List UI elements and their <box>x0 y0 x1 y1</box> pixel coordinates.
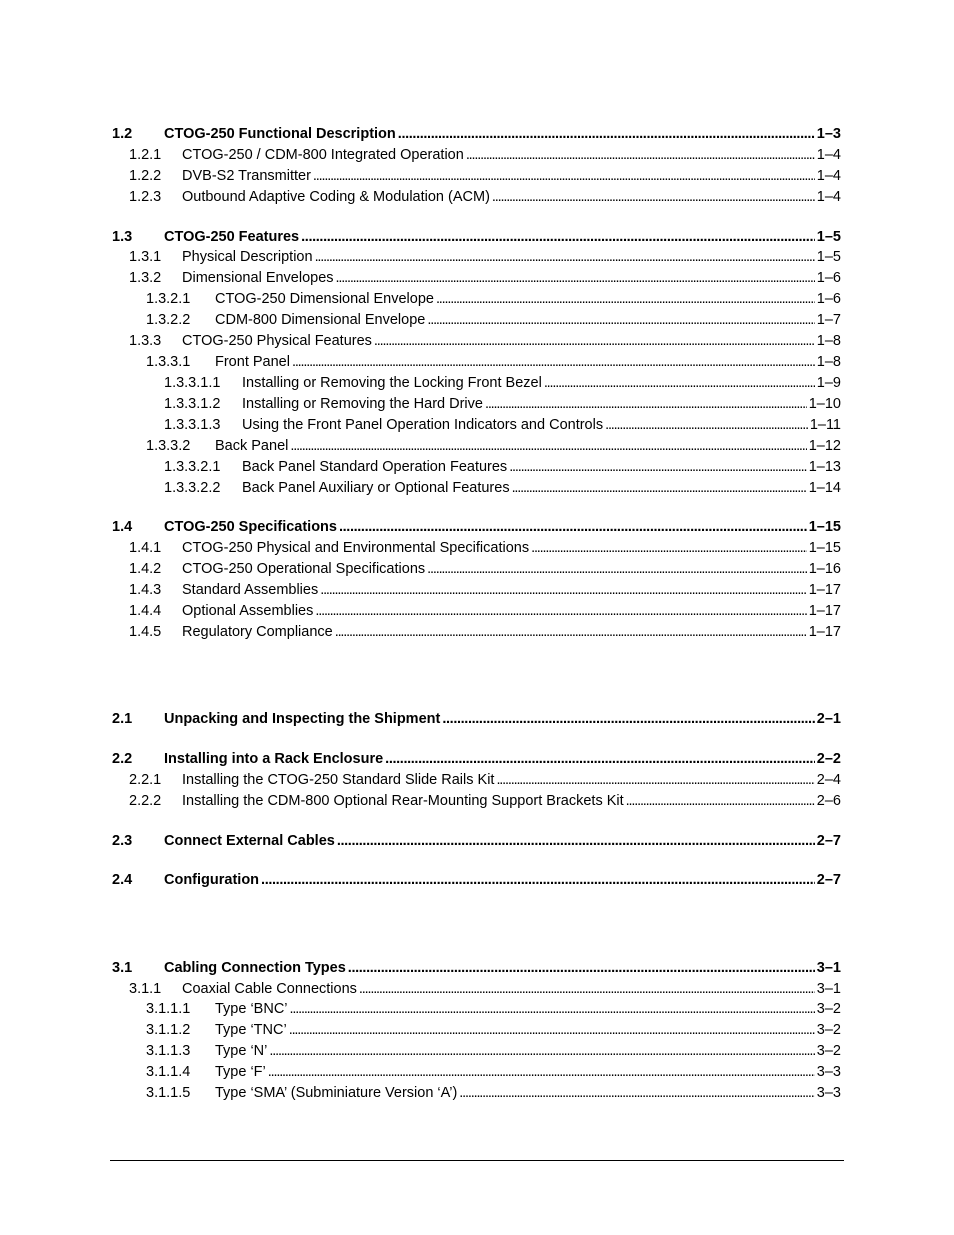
toc-entry-title: CTOG-250 Specifications <box>164 519 337 535</box>
toc-entry[interactable] <box>0 517 954 537</box>
toc-entry[interactable] <box>0 394 954 414</box>
toc-entry-number: 1.4.1 <box>129 540 162 556</box>
toc-entry[interactable] <box>0 145 954 165</box>
toc-entry-title: Configuration <box>164 872 260 888</box>
toc-entry-title: Back Panel <box>215 438 289 454</box>
toc-entry-number: 1.3.2.2 <box>146 312 191 328</box>
toc-entry-title: Type ‘SMA’ (Subminiature Version ‘A’) <box>215 1085 458 1101</box>
toc-entry-title: CTOG-250 Operational Specifications <box>182 561 426 577</box>
toc-entry-line <box>182 538 841 558</box>
toc-entry-number: 3.1 <box>112 960 133 976</box>
toc-entry-title: Installing or Removing the Hard Drive <box>242 396 483 412</box>
toc-entry-number: 3.1.1.3 <box>146 1043 191 1059</box>
toc-entry-line <box>182 770 841 790</box>
toc-entry[interactable] <box>0 958 954 978</box>
dot-leader <box>544 373 815 393</box>
dot-leader <box>315 601 806 621</box>
toc-entry-title: Standard Assemblies <box>182 582 319 598</box>
toc-entry-page: 2–2 <box>816 751 841 767</box>
toc-entry-line <box>182 268 841 288</box>
toc-entry-line <box>182 580 841 600</box>
dot-leader <box>385 749 815 769</box>
toc-entry-line <box>215 1020 841 1040</box>
toc-entry-number: 1.3.3.1 <box>146 354 191 370</box>
toc-entry-page: 2–4 <box>816 772 841 788</box>
toc-entry-title: CTOG-250 / CDM-800 Integrated Operation <box>182 147 464 163</box>
toc-entry-number: 2.2.2 <box>129 793 162 809</box>
dot-leader <box>290 436 806 456</box>
toc-entry-page: 1–9 <box>816 375 841 391</box>
toc-entry[interactable] <box>0 559 954 579</box>
toc-entry-title: Using the Front Panel Operation Indicators and Controls <box>242 417 604 433</box>
toc-entry-page: 1–11 <box>809 417 841 433</box>
toc-entry-number: 2.3 <box>112 833 133 849</box>
toc-entry[interactable] <box>0 979 954 999</box>
toc-entry-line <box>242 457 841 477</box>
toc-entry-title: Front Panel <box>215 354 290 370</box>
toc-entry-title: CTOG-250 Physical Features <box>182 333 372 349</box>
toc-entry-number: 1.3.2 <box>129 270 162 286</box>
toc-entry[interactable] <box>0 580 954 600</box>
toc-entry-number: 3.1.1.5 <box>146 1085 191 1101</box>
toc-entry-title: CTOG-250 Functional Description <box>164 126 396 142</box>
dot-leader <box>427 559 807 579</box>
dot-leader <box>374 331 815 351</box>
toc-entry-page: 3–2 <box>816 1022 841 1038</box>
toc-entry-title: CDM-800 Dimensional Envelope <box>215 312 426 328</box>
toc-entry-page: 1–12 <box>808 438 841 454</box>
toc-entry-page: 1–6 <box>816 291 841 307</box>
toc-entry-page: 1–5 <box>816 249 841 265</box>
dot-leader <box>626 791 815 811</box>
toc-entry-title: Back Panel Auxiliary or Optional Features <box>242 480 510 496</box>
toc-entry-line <box>164 749 841 769</box>
toc-entry-line <box>164 831 841 851</box>
toc-entry-number: 1.3.3.1.3 <box>164 417 221 433</box>
toc-entry[interactable] <box>0 999 954 1019</box>
toc-entry-page: 2–6 <box>816 793 841 809</box>
toc-entry-line <box>242 394 841 414</box>
toc-entry-line <box>164 227 841 247</box>
toc-entry-page: 1–10 <box>808 396 841 412</box>
toc-entry-title: Type ‘F’ <box>215 1064 266 1080</box>
toc-entry-number: 3.1.1.2 <box>146 1022 191 1038</box>
toc-entry-title: Unpacking and Inspecting the Shipment <box>164 711 441 727</box>
toc-entry[interactable] <box>0 622 954 642</box>
toc-entry-title: Connect External Cables <box>164 833 335 849</box>
toc-entry-number: 1.2.2 <box>129 168 162 184</box>
toc-entry-page: 3–2 <box>816 1043 841 1059</box>
toc-entry-number: 1.3.3.1.2 <box>164 396 221 412</box>
dot-leader <box>336 268 815 288</box>
toc-entry-title: DVB-S2 Transmitter <box>182 168 311 184</box>
dot-leader <box>269 1041 814 1061</box>
dot-leader <box>466 145 815 165</box>
dot-leader <box>290 999 815 1019</box>
toc-entry[interactable] <box>0 831 954 851</box>
toc-entry[interactable] <box>0 601 954 621</box>
toc-entry-number: 1.3.1 <box>129 249 162 265</box>
toc-entry-page: 2–1 <box>816 711 841 727</box>
toc-entry[interactable] <box>0 289 954 309</box>
toc-entry-number: 1.4 <box>112 519 133 535</box>
toc-entry-line <box>182 331 841 351</box>
toc-entry[interactable] <box>0 870 954 890</box>
toc-entry-number: 2.1 <box>112 711 133 727</box>
toc-entry-line <box>215 999 841 1019</box>
toc-entry-number: 1.3.3.1.1 <box>164 375 221 391</box>
toc-entry-number: 1.3 <box>112 229 133 245</box>
dot-leader <box>348 958 815 978</box>
toc-entry-title: Regulatory Compliance <box>182 624 333 640</box>
toc-entry-number: 2.2.1 <box>129 772 162 788</box>
toc-entry-page: 3–3 <box>816 1064 841 1080</box>
toc-entry[interactable] <box>0 310 954 330</box>
toc-entry-title: Installing or Removing the Locking Front Bezel <box>242 375 542 391</box>
toc-entry-page: 3–1 <box>816 960 841 976</box>
toc-entry-line <box>182 979 841 999</box>
toc-entry-number: 3.1.1.4 <box>146 1064 191 1080</box>
toc-entry-number: 2.4 <box>112 872 133 888</box>
toc-entry-number: 1.4.2 <box>129 561 162 577</box>
toc-entry-line <box>182 601 841 621</box>
dot-leader <box>339 517 807 537</box>
toc-entry-line <box>182 622 841 642</box>
toc-entry-number: 1.3.3.2.2 <box>164 480 221 496</box>
toc-entry-title: Cabling Connection Types <box>164 960 346 976</box>
toc-entry[interactable] <box>0 709 954 729</box>
toc-entry-page: 1–5 <box>816 229 841 245</box>
toc-entry-number: 1.2.1 <box>129 147 162 163</box>
toc-entry[interactable] <box>0 227 954 247</box>
toc-entry[interactable] <box>0 331 954 351</box>
toc-entry-page: 1–8 <box>816 333 841 349</box>
toc-entry-page: 1–16 <box>808 561 841 577</box>
dot-leader <box>398 124 815 144</box>
toc-entry-line <box>182 559 841 579</box>
toc-entry-number: 1.3.2.1 <box>146 291 191 307</box>
toc-entry-title: Outbound Adaptive Coding & Modulation (ACM) <box>182 189 490 205</box>
dot-leader <box>268 1062 815 1082</box>
toc-entry-line <box>164 870 841 890</box>
toc-entry-number: 1.4.5 <box>129 624 162 640</box>
toc-entry-title: Dimensional Envelopes <box>182 270 334 286</box>
dot-leader <box>301 227 815 247</box>
toc-entry-number: 1.3.3 <box>129 333 162 349</box>
toc-entry-line <box>164 709 841 729</box>
dot-leader <box>459 1083 815 1103</box>
dot-leader <box>605 415 808 435</box>
toc-entry[interactable] <box>0 373 954 393</box>
toc-entry-page: 1–15 <box>808 519 841 535</box>
dot-leader <box>313 166 815 186</box>
toc-entry-title: CTOG-250 Dimensional Envelope <box>215 291 434 307</box>
dot-leader <box>436 289 815 309</box>
toc-entry-page: 3–3 <box>816 1085 841 1101</box>
toc-entry-line <box>215 436 841 456</box>
toc-entry[interactable] <box>0 1062 954 1082</box>
toc-entry-page: 1–14 <box>808 480 841 496</box>
toc-entry[interactable] <box>0 124 954 144</box>
toc-entry-title: CTOG-250 Physical and Environmental Specifications <box>182 540 530 556</box>
toc-entry-number: 3.1.1.1 <box>146 1001 191 1017</box>
toc-entry-line <box>215 310 841 330</box>
toc-entry-line <box>242 373 841 393</box>
toc-entry-page: 1–17 <box>808 603 841 619</box>
dot-leader <box>509 457 807 477</box>
toc-entry[interactable] <box>0 538 954 558</box>
dot-leader <box>485 394 807 414</box>
toc-entry-number: 1.2.3 <box>129 189 162 205</box>
toc-entry-page: 1–4 <box>816 189 841 205</box>
dot-leader <box>261 870 815 890</box>
toc-entry-line <box>164 958 841 978</box>
footer-divider <box>110 1160 844 1161</box>
toc-entry-number: 1.3.3.2.1 <box>164 459 221 475</box>
toc-entry-number: 1.4.4 <box>129 603 162 619</box>
toc-entry[interactable] <box>0 268 954 288</box>
toc-entry-title: Physical Description <box>182 249 313 265</box>
dot-leader <box>337 831 815 851</box>
toc-entry-page: 3–2 <box>816 1001 841 1017</box>
toc-entry-page: 1–17 <box>808 582 841 598</box>
toc-entry-number: 1.2 <box>112 126 133 142</box>
toc-entry-line <box>164 124 841 144</box>
toc-entry-title: Back Panel Standard Operation Features <box>242 459 508 475</box>
dot-leader <box>492 187 815 207</box>
dot-leader <box>427 310 814 330</box>
dot-leader <box>315 247 815 267</box>
toc-entry[interactable] <box>0 791 954 811</box>
toc-entry-page: 2–7 <box>816 872 841 888</box>
toc-entry-page: 1–7 <box>816 312 841 328</box>
toc-entry-line <box>182 145 841 165</box>
dot-leader <box>442 709 814 729</box>
toc-entry-line <box>242 478 841 498</box>
toc-entry-title: Type ‘N’ <box>215 1043 268 1059</box>
dot-leader <box>292 352 815 372</box>
toc-entry-title: CTOG-250 Features <box>164 229 300 245</box>
toc-entry[interactable] <box>0 247 954 267</box>
toc-entry[interactable] <box>0 770 954 790</box>
toc-entry[interactable] <box>0 478 954 498</box>
toc-entry-line <box>182 791 841 811</box>
toc-entry-number: 2.2 <box>112 751 133 767</box>
toc-entry[interactable] <box>0 415 954 435</box>
toc-entry-page: 1–3 <box>816 126 841 142</box>
toc-entry-title: Installing the CTOG-250 Standard Slide Rails Kit <box>182 772 495 788</box>
toc-entry-line <box>182 247 841 267</box>
toc-entry-page: 3–1 <box>816 981 841 997</box>
toc-entry-title: Optional Assemblies <box>182 603 314 619</box>
dot-leader <box>320 580 807 600</box>
toc-entry-line <box>182 166 841 186</box>
toc-entry-line <box>215 1083 841 1103</box>
toc-entry-title: Coaxial Cable Connections <box>182 981 357 997</box>
toc-entry-number: 3.1.1 <box>129 981 162 997</box>
toc-entry-title: Type ‘BNC’ <box>215 1001 288 1017</box>
toc-entry-page: 1–4 <box>816 168 841 184</box>
toc-entry[interactable] <box>0 749 954 769</box>
dot-leader <box>496 770 814 790</box>
toc-entry[interactable] <box>0 166 954 186</box>
toc-entry-line <box>215 352 841 372</box>
toc-entry[interactable] <box>0 1041 954 1061</box>
dot-leader <box>531 538 807 558</box>
toc-entry[interactable] <box>0 436 954 456</box>
toc-entry[interactable] <box>0 1020 954 1040</box>
toc-entry[interactable] <box>0 352 954 372</box>
toc-entry-line <box>215 1041 841 1061</box>
toc-entry-line <box>215 1062 841 1082</box>
toc-entry-line <box>182 187 841 207</box>
toc-entry-page: 1–13 <box>808 459 841 475</box>
toc-entry[interactable] <box>0 187 954 207</box>
toc-entry-number: 1.4.3 <box>129 582 162 598</box>
dot-leader <box>289 1020 815 1040</box>
toc-entry-line <box>242 415 841 435</box>
toc-entry-title: Installing the CDM-800 Optional Rear-Mounting Support Brackets Kit <box>182 793 624 809</box>
toc-entry-line <box>164 517 841 537</box>
toc-entry-page: 2–7 <box>816 833 841 849</box>
toc-entry-page: 1–4 <box>816 147 841 163</box>
toc-entry-page: 1–17 <box>808 624 841 640</box>
toc-entry-title: Installing into a Rack Enclosure <box>164 751 384 767</box>
toc-entry-page: 1–8 <box>816 354 841 370</box>
toc-entry-title: Type ‘TNC’ <box>215 1022 287 1038</box>
toc-entry-page: 1–6 <box>816 270 841 286</box>
dot-leader <box>512 478 807 498</box>
toc-entry-line <box>215 289 841 309</box>
toc-entry-number: 1.3.3.2 <box>146 438 191 454</box>
toc-entry[interactable] <box>0 1083 954 1103</box>
dot-leader <box>335 622 807 642</box>
dot-leader <box>359 979 815 999</box>
toc-entry-page: 1–15 <box>808 540 841 556</box>
toc-entry[interactable] <box>0 457 954 477</box>
